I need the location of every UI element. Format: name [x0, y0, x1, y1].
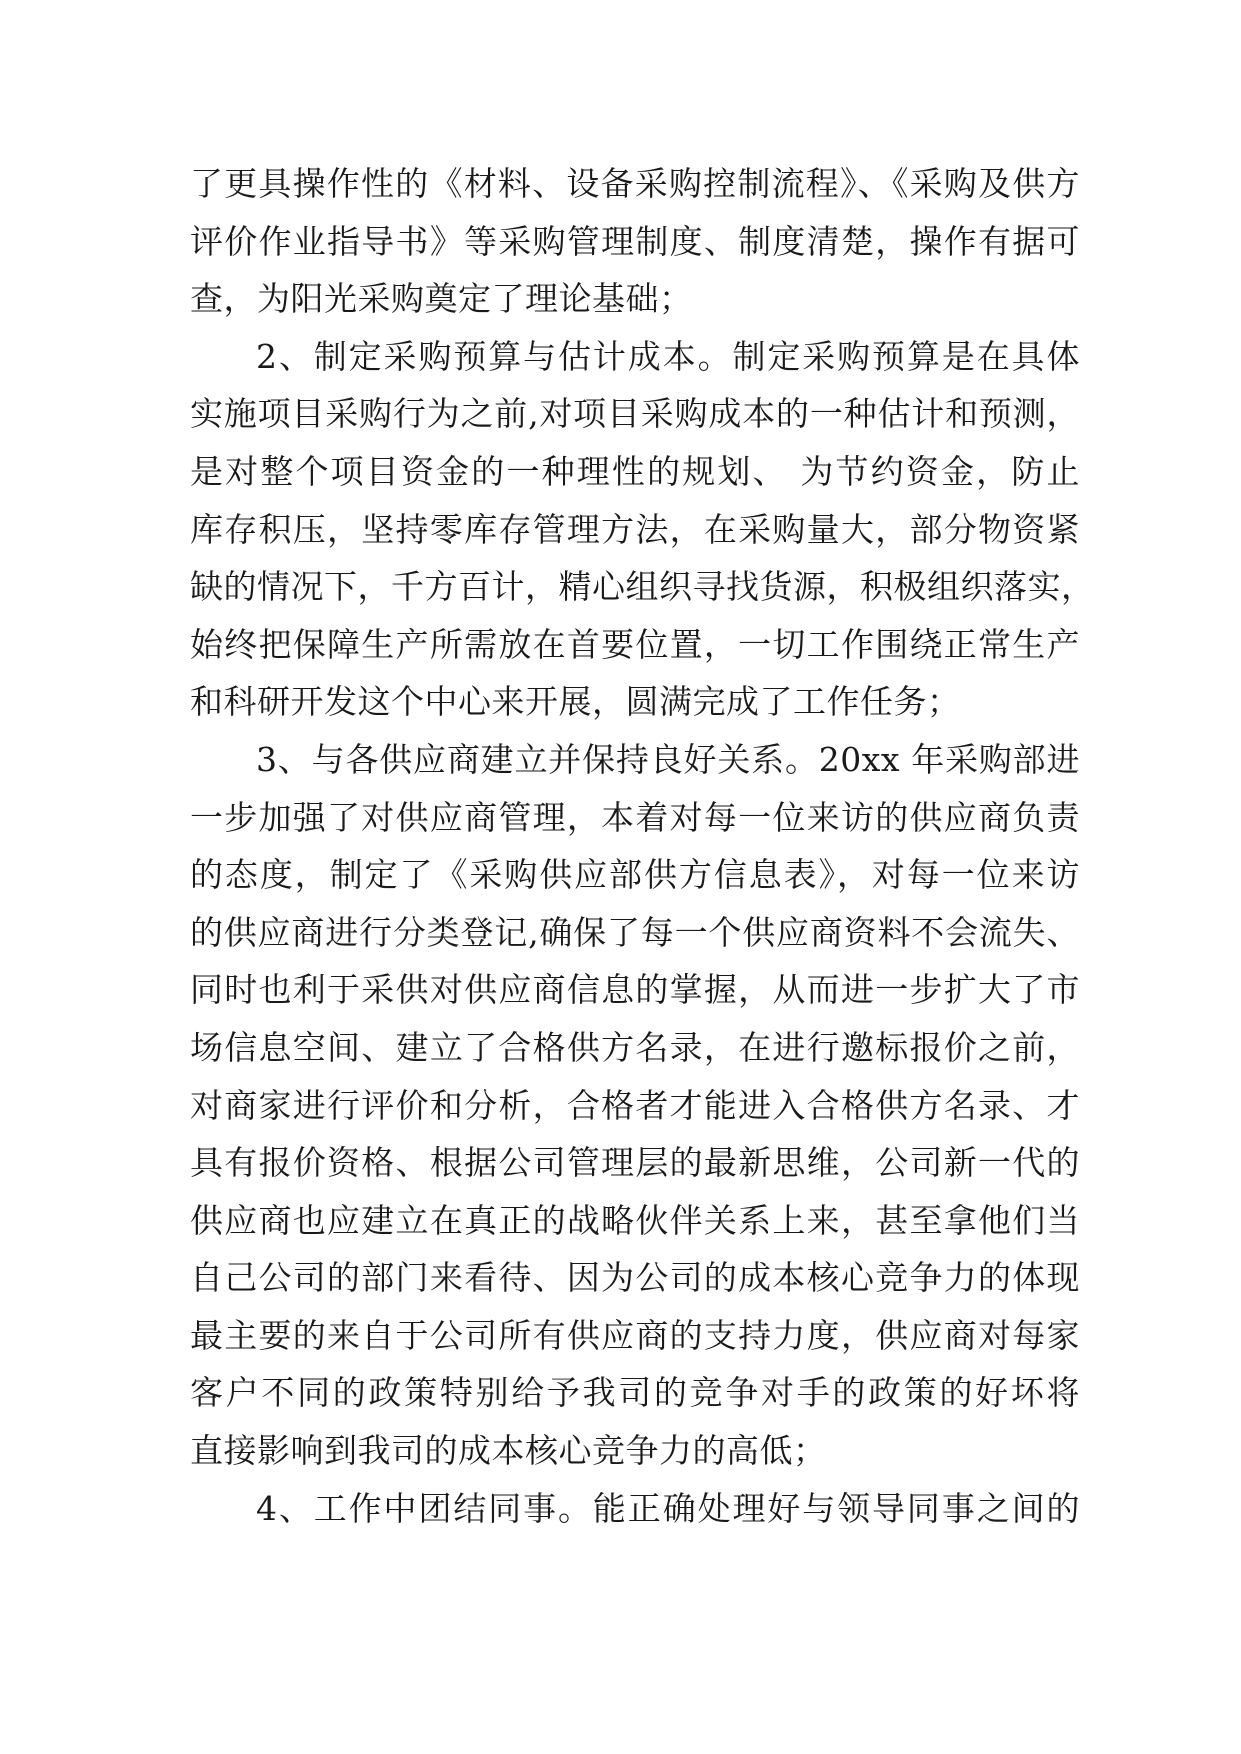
- text-line: 查，为阳光采购奠定了理论基础；: [190, 279, 693, 319]
- text-line: 是对整个项目资金的一种理性的规划、 为节约资金，防止: [190, 451, 1080, 491]
- text-line: 的供应商进行分类登记,确保了每一个供应商资料不会流失、: [190, 912, 1080, 952]
- body-text: [190, 155, 1095, 1537]
- text-line: 评价作业指导书》等采购管理制度、制度清楚，操作有据可: [190, 221, 1080, 261]
- text-line: 缺的情况下，千方百计，精心组织寻找货源，积极组织落实，: [190, 567, 1095, 607]
- text-line: 最主要的来自于公司所有供应商的支持力度，供应商对每家: [190, 1315, 1080, 1355]
- text-line: 同时也利于采供对供应商信息的掌握，从而进一步扩大了市: [190, 970, 1080, 1010]
- text-line: 供应商也应建立在真正的战略伙伴关系上来，甚至拿他们当: [190, 1200, 1080, 1240]
- text-line: 库存积压，坚持零库存管理方法，在采购量大，部分物资紧: [190, 509, 1080, 549]
- text-line: 2、制定采购预算与估计成本。制定采购预算是在具体: [256, 336, 1080, 376]
- text-line: 实施项目采购行为之前,对项目采购成本的一种估计和预测，: [190, 394, 1080, 434]
- text-line: 了更具操作性的《材料、设备采购控制流程》、《采购及供方: [190, 164, 1080, 203]
- text-line: 3、与各供应商建立并保持良好关系。20xx 年采购部进: [256, 739, 1080, 779]
- text-line: 直接影响到我司的成本核心竞争力的高低；: [190, 1431, 827, 1471]
- text-line: 的态度，制定了《采购供应部供方信息表》，对每一位来访: [190, 855, 1080, 895]
- text-line: 一步加强了对供应商管理，本着对每一位来访的供应商负责: [190, 797, 1080, 837]
- text-line: 场信息空间、建立了合格供方名录，在进行邀标报价之前，: [190, 1027, 1080, 1067]
- text-line: 自己公司的部门来看待、因为公司的成本核心竞争力的体现: [190, 1258, 1080, 1298]
- text-line: 对商家进行评价和分析，合格者才能进入合格供方名录、才: [190, 1085, 1080, 1125]
- text-line: 具有报价资格、根据公司管理层的最新思维，公司新一代的: [190, 1143, 1080, 1183]
- text-line: 始终把保障生产所需放在首要位置，一切工作围绕正常生产: [190, 624, 1080, 664]
- text-line: 4、工作中团结同事。能正确处理好与领导同事之间的: [256, 1488, 1080, 1528]
- text-line: 和科研开发这个中心来开展，圆满完成了工作任务；: [190, 682, 961, 722]
- text-line: 客户不同的政策特别给予我司的竞争对手的政策的好坏将: [190, 1373, 1080, 1413]
